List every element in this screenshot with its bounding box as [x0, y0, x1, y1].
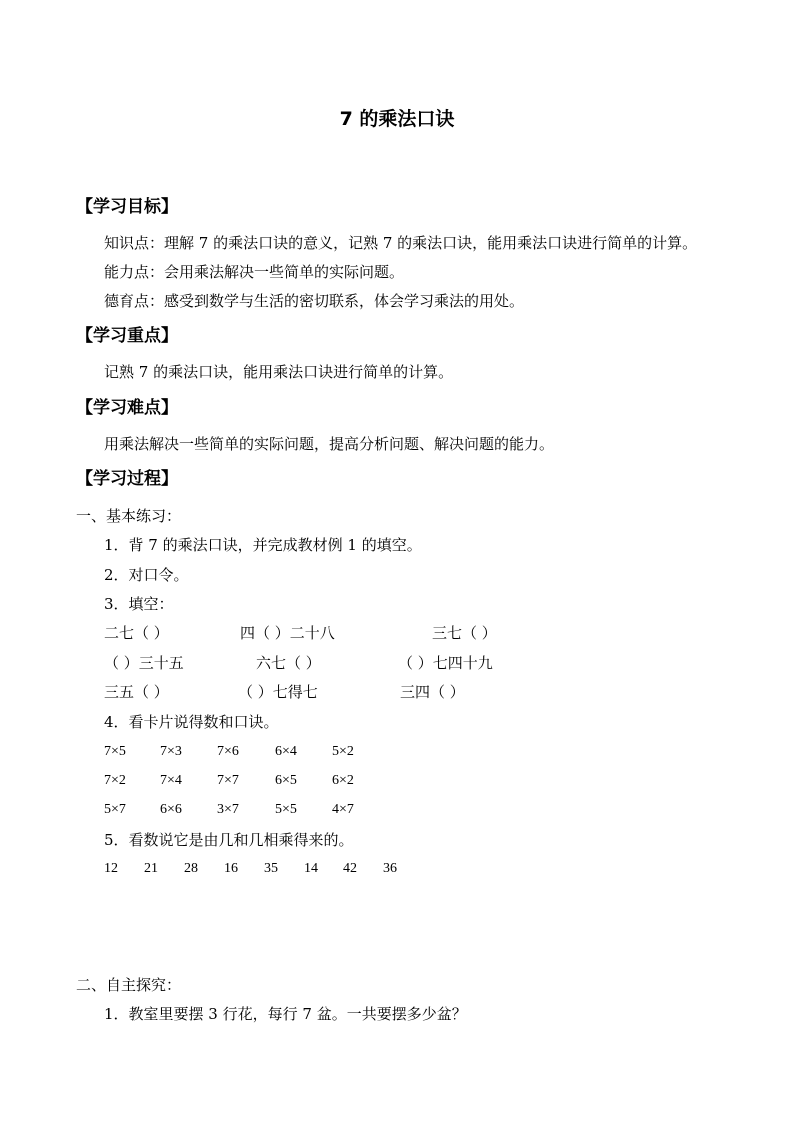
number: 16: [224, 861, 238, 876]
fill-cell: （ ）三十五: [104, 654, 184, 672]
page-title: 7 的乘法口诀: [339, 108, 455, 130]
card: 6×6: [160, 802, 182, 817]
card: 7×2: [104, 773, 126, 788]
card: 7×5: [104, 744, 126, 759]
goal-moral: 德育点：感受到数学与生活的密切联系，体会学习乘法的用处。: [104, 292, 525, 310]
part1-item1: 1．背 7 的乘法口诀，并完成教材例 1 的填空。: [104, 536, 422, 554]
part1-heading: 一、基本练习：: [76, 507, 182, 525]
number: 35: [264, 861, 278, 876]
card: 3×7: [217, 802, 239, 817]
card: 5×5: [275, 802, 297, 817]
fill-cell: 三五（ ）: [104, 683, 169, 701]
difficulty-line: 用乘法解决一些简单的实际问题，提高分析问题、解决问题的能力。: [104, 435, 555, 453]
number: 12: [104, 861, 118, 876]
goal-knowledge: 知识点：理解 7 的乘法口诀的意义，记熟 7 的乘法口诀，能用乘法口诀进行简单的计算。: [104, 234, 698, 252]
card: 7×3: [160, 744, 182, 759]
fill-cell: （ ）七四十九: [398, 654, 493, 672]
card: 7×6: [217, 744, 239, 759]
fill-cell: 二七（ ）: [104, 624, 169, 642]
goal-ability: 能力点：会用乘法解决一些简单的实际问题。: [104, 263, 405, 281]
card: 6×5: [275, 773, 297, 788]
number: 14: [304, 861, 318, 876]
card: 6×4: [275, 744, 297, 759]
heading-key: 【学习重点】: [76, 326, 178, 346]
number: 21: [144, 861, 158, 876]
key-line: 记熟 7 的乘法口诀，能用乘法口诀进行简单的计算。: [104, 363, 454, 381]
card: 5×2: [332, 744, 354, 759]
card: 6×2: [332, 773, 354, 788]
part1-item4: 4．看卡片说得数和口诀。: [104, 713, 279, 731]
part1-item2: 2．对口令。: [104, 566, 189, 584]
heading-difficulty: 【学习难点】: [76, 398, 178, 418]
fill-cell: 四（ ）二十八: [240, 624, 335, 642]
heading-goals: 【学习目标】: [76, 197, 178, 217]
part2-heading: 二、自主探究：: [76, 976, 182, 994]
card: 7×4: [160, 773, 182, 788]
heading-process: 【学习过程】: [76, 469, 178, 489]
fill-cell: 三四（ ）: [400, 683, 465, 701]
fill-cell: 三七（ ）: [432, 624, 497, 642]
part1-item5: 5．看数说它是由几和几相乘得来的。: [104, 831, 354, 849]
fill-cell: 六七（ ）: [256, 654, 321, 672]
number: 42: [343, 861, 357, 876]
number: 28: [184, 861, 198, 876]
part1-item3: 3．填空：: [104, 595, 174, 613]
card: 7×7: [217, 773, 239, 788]
card: 4×7: [332, 802, 354, 817]
part2-item1: 1．教室里要摆 3 行花，每行 7 盆。一共要摆多少盆？: [104, 1005, 467, 1023]
number: 36: [383, 861, 397, 876]
card: 5×7: [104, 802, 126, 817]
fill-cell: （ ）七得七: [238, 683, 318, 701]
